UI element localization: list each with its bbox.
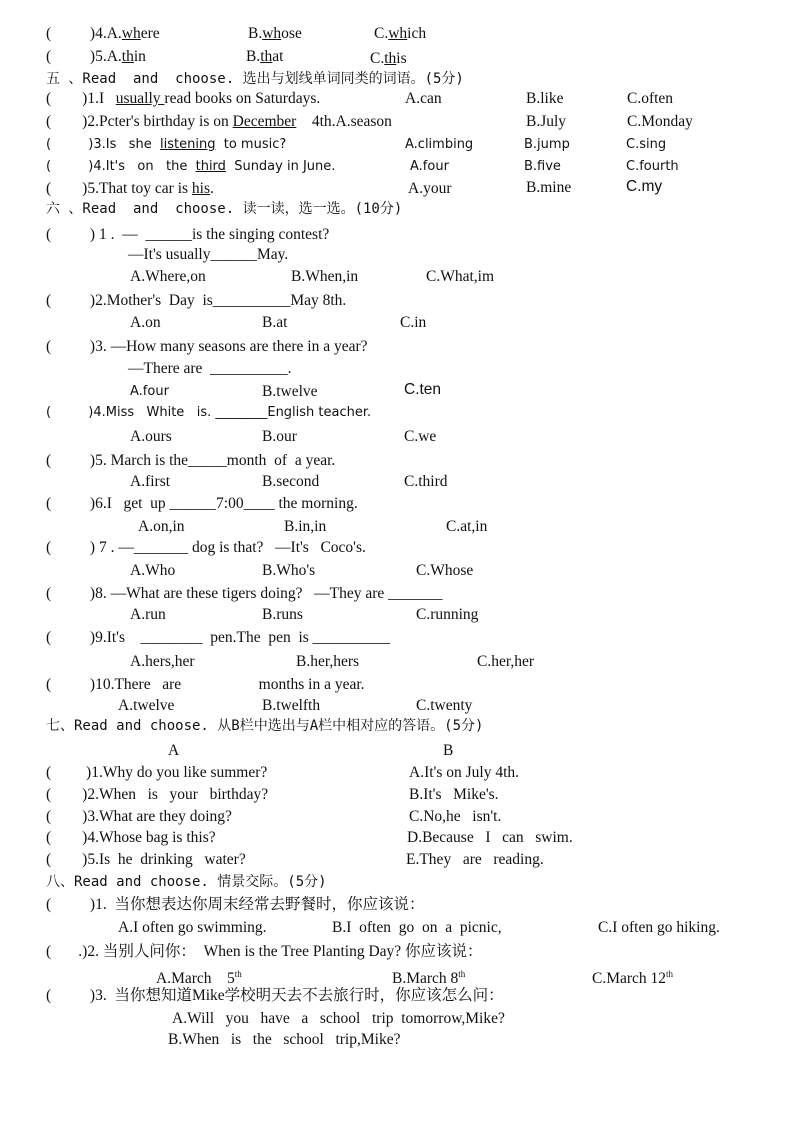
worksheet-line: [370, 50, 407, 68]
line-text: B.twelfth: [262, 697, 321, 714]
line-text: A.on,in: [138, 518, 185, 535]
line-text: ( )5. March is the_____month of a year.: [46, 452, 336, 469]
line-text: A.run: [130, 606, 166, 623]
line-text: ( )2.Mother's Day is__________May 8th.: [46, 292, 347, 309]
worksheet-line: [46, 226, 329, 244]
line-text: ( )4.Whose bag is this?: [46, 829, 216, 846]
worksheet-line: [262, 562, 315, 580]
line-text: A: [168, 742, 180, 759]
line-text: C.in: [400, 314, 427, 331]
worksheet-line: [262, 428, 297, 446]
worksheet-line: [598, 919, 720, 937]
line-text: C.twenty: [416, 697, 473, 714]
worksheet-line: [46, 25, 160, 43]
worksheet-line: [446, 518, 487, 536]
line-text: is: [396, 50, 407, 67]
worksheet-line: [46, 786, 268, 804]
underlined-word: th: [384, 50, 397, 67]
worksheet-line: [409, 764, 519, 782]
line-text: A.can: [405, 90, 442, 107]
worksheet-line: [46, 136, 286, 154]
worksheet-line: [291, 268, 358, 286]
line-text: ( )3.Is she: [46, 137, 161, 152]
line-text: ( )2.Pcter's birthday is on: [46, 113, 233, 130]
line-text: ( )5.Is he drinking water?: [46, 851, 246, 868]
line-text: ere: [140, 25, 160, 42]
worksheet-line: [592, 965, 673, 988]
line-text: C.I often go hiking.: [598, 919, 720, 936]
line-text: B.It's Mike's.: [409, 786, 499, 803]
line-text: to music?: [215, 137, 287, 152]
line-text: read books on Saturdays.: [164, 90, 321, 107]
worksheet-line: [168, 1031, 400, 1049]
worksheet-line: [46, 943, 483, 961]
superscript-text: th: [458, 969, 466, 979]
worksheet-line: [46, 808, 232, 826]
line-text: A.Who: [130, 562, 176, 579]
worksheet-line: [46, 113, 392, 131]
worksheet-line: [526, 179, 571, 197]
line-text: 八、Read and choose. 情景交际。(5分): [46, 874, 327, 890]
line-text: ( )4.A.: [46, 25, 122, 42]
underlined-word: wh: [388, 25, 408, 42]
line-text: B.runs: [262, 606, 303, 623]
line-text: ose: [281, 25, 302, 42]
line-text: C.Monday: [627, 113, 693, 130]
line-text: ( .)2. 当别人问你： When is the Tree Planting Day? 你应该说：: [46, 943, 483, 960]
worksheet-line: [46, 896, 424, 914]
line-text: B.like: [526, 90, 564, 107]
line-text: C.ten: [404, 381, 442, 398]
line-text: 五 、Read and choose. 选出与划线单词同类的词语。(5分): [46, 71, 464, 87]
line-text: ( )5.A.: [46, 48, 122, 65]
line-text: C.running: [416, 606, 479, 623]
line-text: C.often: [627, 90, 674, 107]
worksheet-line: [130, 428, 172, 446]
worksheet-line: [46, 90, 320, 108]
line-text: B.at: [262, 314, 288, 331]
worksheet-line: [46, 676, 365, 694]
worksheet-line: [406, 851, 544, 869]
worksheet-line: [128, 360, 292, 378]
worksheet-line: [392, 965, 465, 988]
worksheet-line: [526, 113, 566, 131]
worksheet-line: [296, 653, 359, 671]
worksheet-line: [626, 158, 679, 176]
worksheet-line: [46, 873, 327, 891]
line-text: C.sing: [626, 137, 667, 152]
line-text: B.When,in: [291, 268, 359, 285]
worksheet-line: [130, 606, 166, 624]
line-text: ( )10.There are months in a year.: [46, 676, 365, 693]
worksheet-line: [626, 178, 662, 196]
worksheet-line: [262, 473, 319, 491]
underlined-word: wh: [121, 25, 141, 42]
superscript-text: th: [234, 969, 242, 979]
line-text: A.twelve: [118, 697, 175, 714]
underlined-word: December: [232, 113, 297, 130]
worksheet-line: [409, 786, 499, 804]
line-text: —There are __________.: [128, 360, 292, 377]
line-text: C.March 12: [592, 970, 667, 988]
line-text: A.four: [130, 384, 169, 399]
line-text: at: [272, 48, 284, 65]
line-text: C.: [374, 25, 389, 42]
worksheet-line: [262, 606, 303, 624]
worksheet-line: [409, 808, 501, 826]
worksheet-line: [46, 539, 366, 557]
worksheet-line: [130, 653, 195, 671]
line-text: C.: [370, 50, 385, 67]
line-text: C.Whose: [416, 562, 474, 579]
line-text: B: [443, 742, 454, 759]
underlined-word: his: [191, 180, 211, 197]
line-text: B.mine: [526, 179, 572, 196]
line-text: A.Where,on: [130, 268, 206, 285]
line-text: E.They are reading.: [406, 851, 544, 868]
worksheet-line: [477, 653, 534, 671]
line-text: C.No,he isn't.: [409, 808, 502, 825]
underlined-word: listening: [160, 137, 216, 152]
worksheet-line: [130, 562, 175, 580]
worksheet-line: [46, 48, 146, 66]
worksheet-line: [128, 246, 288, 264]
worksheet-line: [46, 338, 368, 356]
worksheet-line: [118, 697, 174, 715]
worksheet-line: [284, 518, 326, 536]
worksheet-line: [526, 90, 563, 108]
line-text: .: [210, 180, 214, 197]
worksheet-line: [262, 697, 320, 715]
worksheet-line: [405, 136, 473, 154]
line-text: ( )8. —What are these tigers doing? —They are _______: [46, 585, 443, 602]
line-text: C.her,her: [477, 653, 535, 670]
worksheet-line: [416, 606, 478, 624]
line-text: B.jump: [524, 137, 570, 152]
line-text: C.third: [404, 473, 448, 490]
line-text: 七、Read and choose. 从B栏中选出与A栏中相对应的答语。(5分): [46, 718, 484, 734]
worksheet-line: [400, 314, 426, 332]
worksheet-line: [443, 742, 453, 760]
worksheet-line: [46, 70, 464, 88]
worksheet-line: [416, 562, 473, 580]
worksheet-line: [138, 518, 185, 536]
worksheet-line: [46, 158, 335, 176]
line-text: A.climbing: [405, 137, 474, 152]
worksheet-line: [404, 381, 441, 399]
line-text: 六 、Read and choose. 读一读，选一选。(10分): [46, 201, 403, 217]
worksheet-line: [172, 1010, 505, 1028]
line-text: B.her,hers: [296, 653, 360, 670]
worksheet-line: [410, 158, 449, 176]
worksheet-line: [248, 25, 302, 43]
line-text: B.Who's: [262, 562, 316, 579]
line-text: C.my: [626, 178, 663, 195]
line-text: A.your: [408, 180, 452, 197]
worksheet-line: [156, 965, 242, 988]
worksheet-line: [46, 180, 214, 198]
line-text: —It's usually______May.: [128, 246, 289, 263]
worksheet-line: [524, 136, 570, 154]
line-text: ( )4.It's on the: [46, 159, 196, 174]
line-text: B.: [248, 25, 263, 42]
line-text: in: [133, 48, 146, 65]
line-text: ( )5.That toy car is: [46, 180, 192, 197]
line-text: ( )1.Why do you like summer?: [46, 764, 268, 781]
line-text: ( )1. 当你想表达你周末经常去野餐时，你应该说：: [46, 896, 425, 913]
line-text: ( ) 7 . —_______ dog is that? —It's Coco's.: [46, 539, 366, 556]
underlined-word: th: [260, 48, 273, 65]
worksheet-line: [46, 585, 442, 603]
worksheet-line: [408, 180, 451, 198]
line-text: B.five: [524, 159, 561, 174]
superscript-text: th: [666, 969, 674, 979]
worksheet-line: [626, 136, 666, 154]
line-text: B.our: [262, 428, 297, 445]
worksheet-line: [627, 113, 693, 131]
worksheet-line: [46, 764, 267, 782]
underlined-word: usually: [115, 90, 165, 107]
worksheet-line: [374, 25, 426, 43]
line-text: ( )4.Miss White is. ________English teacher.: [46, 405, 372, 420]
line-text: B.When is the school trip,Mike?: [168, 1031, 401, 1048]
worksheet-line: [524, 158, 561, 176]
line-text: A.ours: [130, 428, 172, 445]
underlined-word: wh: [262, 25, 282, 42]
line-text: ( )9.It's ________ pen.The pen is __________: [46, 629, 391, 646]
worksheet-line: [130, 314, 161, 332]
line-text: D.Because I can swim.: [407, 829, 573, 846]
line-text: ( )3. —How many seasons are there in a year?: [46, 338, 368, 355]
line-text: C.we: [404, 428, 437, 445]
worksheet-line: [46, 495, 358, 513]
line-text: B.July: [526, 113, 567, 130]
worksheet-line: [46, 829, 216, 847]
line-text: ( )3.What are they doing?: [46, 808, 232, 825]
worksheet-line: [262, 314, 287, 332]
line-text: A.It's on July 4th.: [409, 764, 520, 781]
line-text: C.fourth: [626, 159, 679, 174]
line-text: B.twelve: [262, 383, 318, 400]
worksheet-line: [246, 48, 283, 66]
worksheet-line: [46, 629, 390, 647]
worksheet-line: [46, 987, 504, 1005]
worksheet-line: [46, 851, 246, 869]
line-text: ( )3. 当你想知道Mike学校明天去不去旅行时，你应该怎么问：: [46, 987, 504, 1004]
line-text: A.hers,her: [130, 653, 195, 670]
worksheet-line: [118, 919, 267, 937]
line-text: ( )1.I: [46, 90, 116, 107]
worksheet-line: [332, 919, 502, 937]
worksheet-line: [405, 90, 442, 108]
line-text: Sunday in June.: [225, 159, 336, 174]
line-text: ich: [407, 25, 427, 42]
worksheet-line: [130, 473, 170, 491]
line-text: ( ) 1 . — ______is the singing contest?: [46, 226, 330, 243]
worksheet-line: [426, 268, 494, 286]
line-text: B.second: [262, 473, 320, 490]
worksheet-line: [407, 829, 573, 847]
worksheet-line: [130, 268, 206, 286]
line-text: B.March 8: [392, 970, 459, 988]
worksheet-line: [46, 717, 483, 735]
underlined-word: th: [121, 48, 134, 65]
worksheet-line: [416, 697, 472, 715]
line-text: B.in,in: [284, 518, 327, 535]
worksheet-line: [46, 452, 335, 470]
worksheet-line: [46, 292, 346, 310]
worksheet-line: [46, 404, 371, 422]
worksheet-line: [627, 90, 673, 108]
underlined-word: third: [195, 159, 226, 174]
line-text: A.first: [130, 473, 171, 490]
line-text: 4th.A.season: [296, 113, 392, 130]
line-text: A.Will you have a school trip tomorrow,Mike?: [172, 1010, 505, 1027]
worksheet-line: [130, 383, 169, 401]
line-text: C.at,in: [446, 518, 488, 535]
line-text: C.What,im: [426, 268, 495, 285]
line-text: B.: [246, 48, 261, 65]
line-text: B.I often go on a picnic,: [332, 919, 502, 936]
worksheet-line: [404, 428, 436, 446]
worksheet-line: [404, 473, 448, 491]
worksheet-line: [168, 742, 179, 760]
line-text: A.I often go swimming.: [118, 919, 267, 936]
worksheet-line: [46, 200, 402, 218]
worksheet-line: [262, 383, 318, 401]
line-text: ( )2.When is your birthday?: [46, 786, 269, 803]
line-text: ( )6.I get up ______7:00____ the morning.: [46, 495, 358, 512]
line-text: A.March 5: [156, 970, 235, 988]
line-text: A.four: [410, 159, 449, 174]
line-text: A.on: [130, 314, 161, 331]
